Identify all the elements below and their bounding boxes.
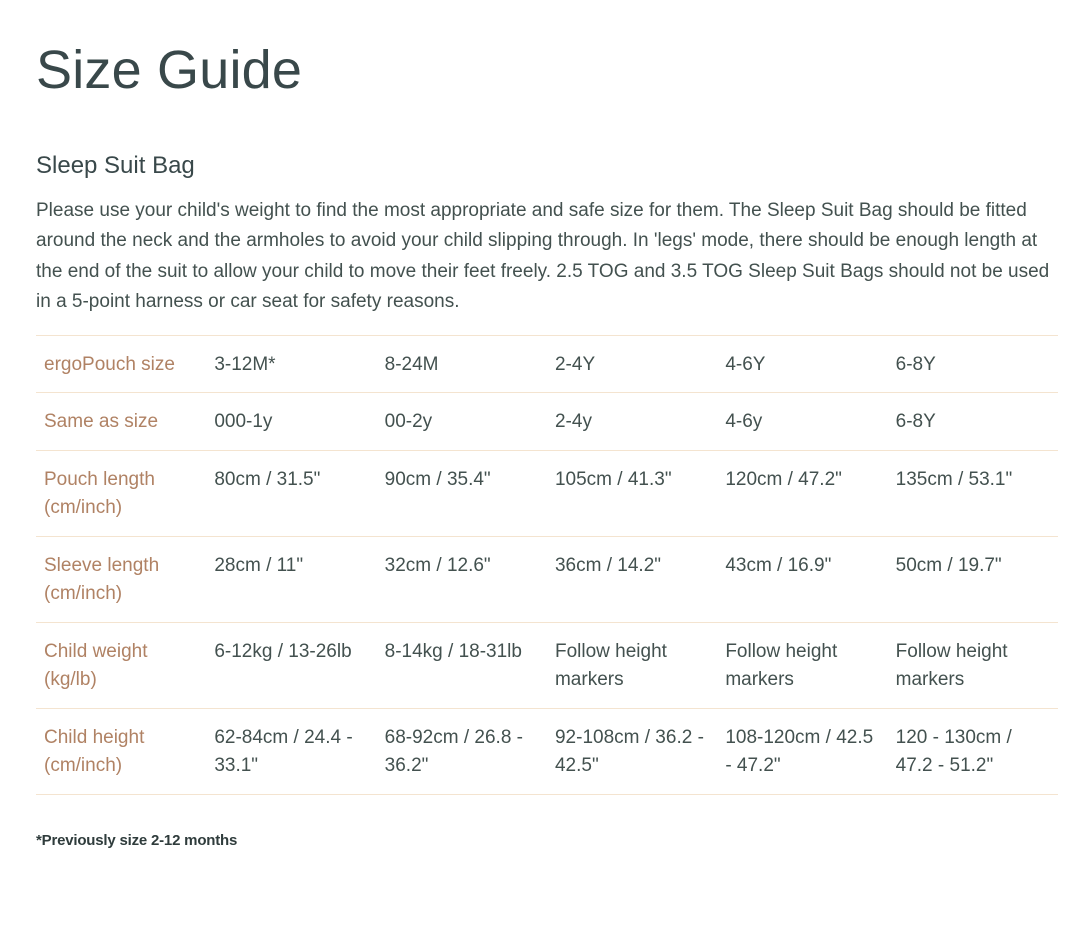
cell: 80cm / 31.5" bbox=[214, 468, 321, 490]
cell: 8-14kg / 18-31lb bbox=[384, 640, 522, 662]
table-row-child-weight bbox=[36, 622, 1058, 708]
cell: 90cm / 35.4" bbox=[384, 468, 491, 490]
cell: 92-108cm / 36.2 - 42.5" bbox=[554, 726, 704, 777]
cell: 3-12M* bbox=[214, 353, 276, 375]
cell: Follow height markers bbox=[725, 640, 838, 691]
cell: 2-4Y bbox=[554, 353, 596, 375]
cell: 6-8Y bbox=[895, 353, 936, 375]
cell: 108-120cm / 42.5 - 47.2" bbox=[725, 726, 874, 777]
table-row-sleeve-length bbox=[36, 536, 1058, 622]
cell: 43cm / 16.9" bbox=[725, 554, 832, 576]
cell: 68-92cm / 26.8 - 36.2" bbox=[384, 726, 523, 777]
cell: 62-84cm / 24.4 - 33.1" bbox=[214, 726, 353, 777]
cell: 00-2y bbox=[384, 411, 433, 433]
footnote: *Previously size 2-12 months bbox=[36, 831, 238, 849]
cell: 28cm / 11" bbox=[214, 554, 304, 576]
row-label: Child weight (kg/lb) bbox=[44, 640, 148, 691]
row-label: Child height (cm/inch) bbox=[44, 726, 145, 777]
table-row-pouch-length bbox=[36, 450, 1058, 536]
cell: 000-1y bbox=[214, 411, 273, 433]
size-guide-description: Please use your child's weight to find the most appropriate and safe size for them. The Sleep Suit Bag should be fitted around the neck and the armholes to avoid your child slipping through. In 'legs' mode, there should be enough length at the end of the suit to allow your child to move their feet freely. 2.5 TOG and 3.5 TOG Sleep Suit Bags should not be used in a 5-point harness or car seat for safety reasons. bbox=[36, 199, 1050, 313]
cell: 32cm / 12.6" bbox=[384, 554, 491, 576]
cell: 6-12kg / 13-26lb bbox=[214, 640, 352, 662]
row-label: Same as size bbox=[44, 411, 159, 433]
size-table bbox=[36, 335, 1058, 795]
row-label: Pouch length (cm/inch) bbox=[44, 468, 155, 519]
table-row-ergopouch-size bbox=[36, 335, 1058, 393]
cell: 120cm / 47.2" bbox=[725, 468, 842, 490]
cell: Follow height markers bbox=[895, 640, 1008, 691]
row-label: ergoPouch size bbox=[44, 353, 175, 375]
cell: 8-24M bbox=[384, 353, 439, 375]
table-row-child-height bbox=[36, 708, 1058, 794]
cell: 135cm / 53.1" bbox=[895, 468, 1013, 490]
page-title: Size Guide bbox=[36, 40, 303, 100]
table-row-same-as-size bbox=[36, 393, 1058, 451]
cell: 4-6y bbox=[725, 411, 763, 433]
cell: 105cm / 41.3" bbox=[554, 468, 672, 490]
cell: 2-4y bbox=[554, 411, 592, 433]
cell: 6-8Y bbox=[895, 411, 936, 433]
product-heading: Sleep Suit Bag bbox=[36, 151, 195, 179]
cell: 50cm / 19.7" bbox=[895, 554, 1002, 576]
cell: 4-6Y bbox=[725, 353, 766, 375]
cell: Follow height markers bbox=[554, 640, 667, 691]
cell: 36cm / 14.2" bbox=[554, 554, 662, 576]
cell: 120 - 130cm / 47.2 - 51.2" bbox=[895, 726, 1012, 777]
row-label: Sleeve length (cm/inch) bbox=[44, 554, 160, 605]
